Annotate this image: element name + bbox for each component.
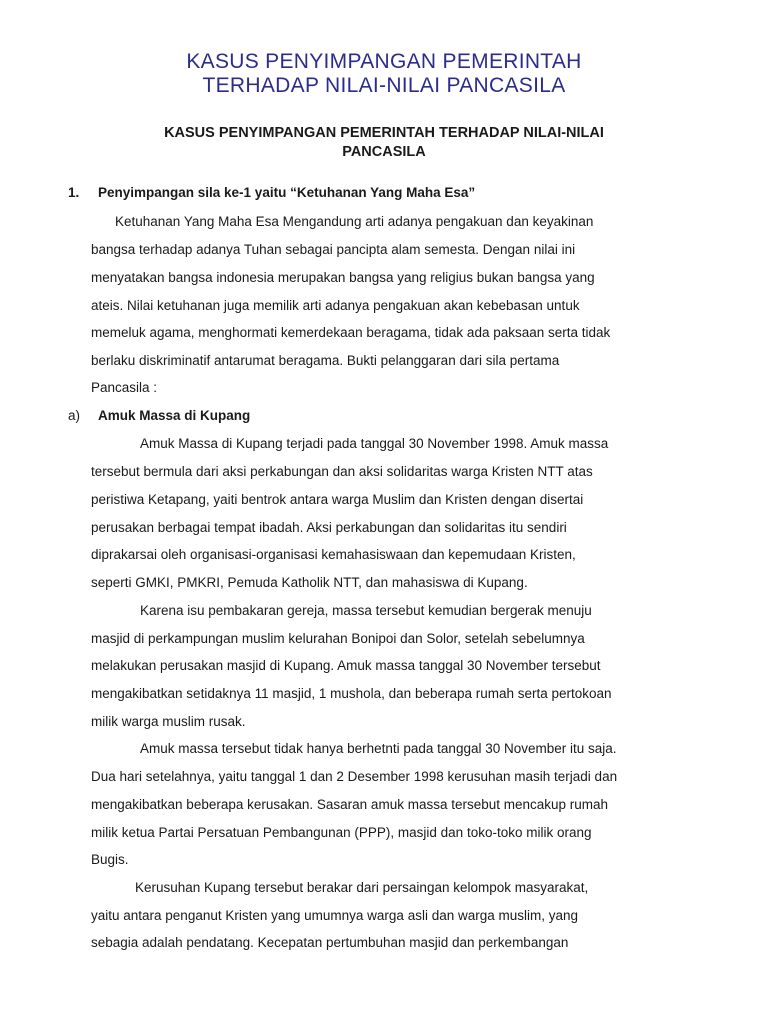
paragraph-line: Pancasila : <box>91 380 158 395</box>
paragraph-line: mengakibatkan setidaknya 11 masjid, 1 mushola, dan beberapa rumah serta pertokoan <box>91 686 612 701</box>
paragraph-line: perusakan berbagai tempat ibadah. Aksi perkabungan dan solidaritas itu sendiri <box>91 520 567 535</box>
document-subtitle-line-2: PANCASILA <box>342 144 426 160</box>
paragraph-line: Karena isu pembakaran gereja, massa tersebut kemudian bergerak menuju <box>140 603 592 618</box>
section-1-heading-text: Penyimpangan sila ke-1 yaitu “Ketuhanan Yang Maha Esa” <box>98 185 476 200</box>
paragraph-line: seperti GMKI, PMKRI, Pemuda Katholik NTT, dan mahasiswa di Kupang. <box>91 575 528 590</box>
paragraph-line: Amuk Massa di Kupang terjadi pada tanggal 30 November 1998. Amuk massa <box>140 436 609 451</box>
subsection-a-heading <box>68 408 708 426</box>
paragraph-line: Bugis. <box>91 852 129 867</box>
paragraph-line: milik warga muslim rusak. <box>91 714 246 729</box>
paragraph-line: diprakarsai oleh organisasi-organisasi kemahasiswaan dan kepemudaan Kristen, <box>91 547 576 562</box>
paragraph-line: Ketuhanan Yang Maha Esa Mengandung arti adanya pengakuan dan keyakinan <box>115 214 594 229</box>
document-title-line-1: KASUS PENYIMPANGAN PEMERINTAH <box>186 50 582 73</box>
paragraph-line: Dua hari setelahnya, yaitu tanggal 1 dan 2 Desember 1998 kerusuhan masih terjadi dan <box>91 769 618 784</box>
document-title <box>0 50 768 98</box>
paragraph-line: berlaku diskriminatif antarumat beragama. Bukti pelanggaran dari sila pertama <box>91 353 560 368</box>
paragraph-line: yaitu antara penganut Kristen yang umumnya warga asli dan warga muslim, yang <box>91 908 579 923</box>
paragraph-line: Kerusuhan Kupang tersebut berakar dari persaingan kelompok masyarakat, <box>135 880 589 895</box>
subsection-a-heading-text: Amuk Massa di Kupang <box>98 408 251 423</box>
document-title-line-2: TERHADAP NILAI-NILAI PANCASILA <box>202 74 566 97</box>
section-1-heading <box>68 185 708 203</box>
paragraph-line: ateis. Nilai ketuhanan juga memilik arti adanya pengakuan akan kebebasan untuk <box>91 298 580 313</box>
paragraph-line: Amuk massa tersebut tidak hanya berhetnti pada tanggal 30 November itu saja. <box>140 741 617 756</box>
paragraph-line: milik ketua Partai Persatuan Pembangunan (PPP), masjid dan toko-toko milik orang <box>91 825 592 840</box>
paragraph-line: memeluk agama, menghormati kemerdekaan beragama, tidak ada paksaan serta tidak <box>91 325 611 340</box>
section-1-number: 1. <box>68 185 80 200</box>
paragraph-line: menyatakan bangsa indonesia merupakan bangsa yang religius bukan bangsa yang <box>91 270 595 285</box>
paragraph-line: melakukan perusakan masjid di Kupang. Amuk massa tanggal 30 November tersebut <box>91 658 601 673</box>
document-subtitle <box>0 124 768 162</box>
subsection-a-marker: a) <box>68 408 81 423</box>
document-subtitle-line-1: KASUS PENYIMPANGAN PEMERINTAH TERHADAP NILAI-NILAI <box>164 125 604 141</box>
paragraph-line: tersebut bermula dari aksi perkabungan dan aksi solidaritas warga Kristen NTT atas <box>91 464 593 479</box>
paragraph-line: bangsa terhadap adanya Tuhan sebagai pancipta alam semesta. Dengan nilai ini <box>91 242 576 257</box>
paragraph-line: peristiwa Ketapang, yaiti bentrok antara warga Muslim dan Kristen dengan disertai <box>91 492 584 507</box>
paragraph-line: mengakibatkan beberapa kerusakan. Sasaran amuk massa tersebut mencakup rumah <box>91 797 609 812</box>
paragraph-line: sebagia adalah pendatang. Kecepatan pertumbuhan masjid dan perkembangan <box>91 935 569 950</box>
paragraph-line: masjid di perkampungan muslim kelurahan Bonipoi dan Solor, setelah sebelumnya <box>91 631 585 646</box>
